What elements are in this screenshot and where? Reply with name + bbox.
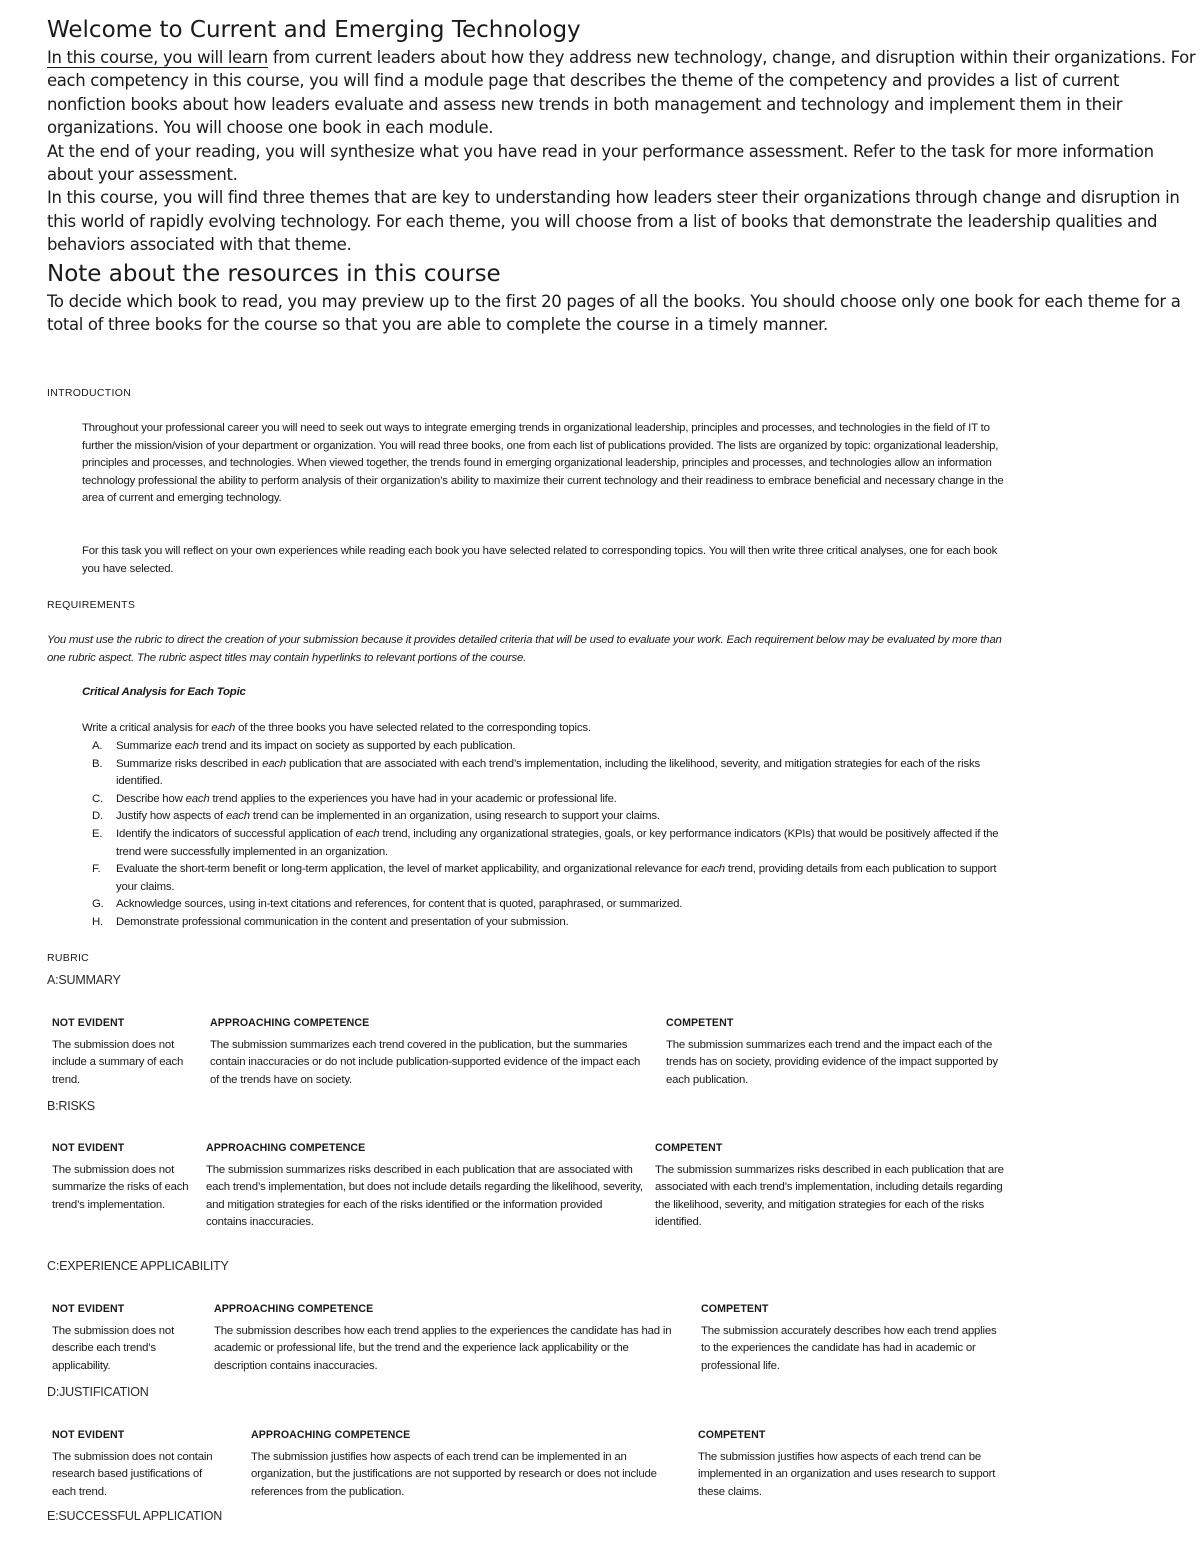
requirement-marker: G. <box>92 898 104 911</box>
rubric-approaching: APPROACHING COMPETENCE The submission summarizes each trend covered in the publication, but the summaries contain inaccuracies or do not include publication-supported evidence of the impact each of the trends have on society. <box>210 1017 641 1086</box>
course-intro <box>47 46 1197 257</box>
requirements-heading: REQUIREMENTS <box>47 599 136 611</box>
rubric-not-evident: NOT EVIDENT The submission does not contain research based justifications of each trend. <box>52 1429 213 1498</box>
requirement-item: C. Describe how each trend applies to the experiences you have had in your academic or professional life. <box>82 791 1012 809</box>
requirement-marker: E. <box>92 827 103 840</box>
rubric-section-title: E:SUCCESSFUL APPLICATION <box>47 1509 223 1523</box>
rubric-section-title: C:EXPERIENCE APPLICABILITY <box>47 1259 229 1273</box>
rubric-approaching: APPROACHING COMPETENCE The submission describes how each trend applies to the experiences the candidate has had in academic or professional life, but the trend and the experience lack applicability or the description contains inaccuracies. <box>214 1303 672 1372</box>
rubric-not-evident: NOT EVIDENT The submission does not summarize the risks of each trend’s implementation. <box>52 1142 189 1211</box>
intro-lead-rest: from current leaders about how they address new technology, change, and disruption within their organizations. For each competency in this course, you will find a module page that describes the theme of the competency and provides a list of current nonfiction books about how leaders evaluate and assess new trends in both management and technology and implement them in their organizations. You will choose one book in each module. <box>47 48 1196 138</box>
introduction-paragraph-2: For this task you will reflect on your own experiences while reading each book you have selected related to corresponding topics. You will then write three critical analyses, one for each book you have selected. <box>82 545 998 575</box>
rubric-not-evident: NOT EVIDENT The submission does not include a summary of each trend. <box>52 1017 184 1086</box>
introduction-heading: INTRODUCTION <box>47 387 132 399</box>
note-heading: Note about the resources in this course <box>47 261 501 287</box>
intro-lead-underlined: In this course, you will learn <box>47 48 268 67</box>
introduction-paragraph-1: Throughout your professional career you will need to seek out ways to integrate emerging trends in organizational leadership, principles and processes, and technologies in the field of IT to further the mission/vision of your department or organization. You will read three books, one from each list of publications provided. The lists are organized by topic: organizational leadership, principles and processes, and technologies. When viewed together, the trends found in emerging organizational leadership, principles and processes, and technologies allow an information technology professional the ability to perform analysis of their organization’s ability to maximize their current technology and their readiness to embrace beneficial and necessary change in the area of current and emerging technology. <box>82 422 1004 505</box>
requirement-item: H. Demonstrate professional communication in the content and presentation of your submission. <box>82 914 1012 932</box>
requirement-item: F. Evaluate the short-term benefit or long-term application, the level of market applicability, and organizational relevance for each trend, providing details from each publication to support your claims. <box>92 863 997 893</box>
rubric-approaching: APPROACHING COMPETENCE The submission summarizes risks described in each publication that are associated with each trend’s implementation, but does not include details regarding the likelihood, severity, and mitigation strategies for each of the risks identified or the information provided contains inaccuracies. <box>206 1142 643 1229</box>
requirement-item: G. Acknowledge sources, using in-text citations and references, for content that is quoted, paraphrased, or summarized. <box>82 896 1012 914</box>
requirement-marker: D. <box>92 810 103 823</box>
requirement-item: D. Justify how aspects of each trend can be implemented in an organization, using research to support your claims. <box>82 808 1012 826</box>
rubric-heading: RUBRIC <box>47 952 90 964</box>
rubric-section-title: B:RISKS <box>47 1099 95 1113</box>
requirement-marker: C. <box>92 792 103 805</box>
rubric-competent: COMPETENT The submission accurately describes how each trend applies to the experiences the candidate has had in academic or professional life. <box>701 1303 997 1372</box>
rubric-approaching: APPROACHING COMPETENCE The submission justifies how aspects of each trend can be implemented in an organization, but the justifications are not supported by research or does not include references from the publication. <box>251 1429 657 1498</box>
intro-paragraph-3: In this course, you will find three themes that are key to understanding how leaders steer their organizations through change and disruption in this world of rapidly evolving technology. For each theme, you will choose from a list of books that demonstrate the leadership qualities and behaviors associated with that theme. <box>47 188 1180 255</box>
rubric-competent: COMPETENT The submission justifies how aspects of each trend can be implemented in an organization and uses research to support these claims. <box>698 1429 996 1498</box>
rubric-competent: COMPETENT The submission summarizes risks described in each publication that are associated with each trend’s implementation, including details regarding the likelihood, severity, and mitigation strategies for each of the risks identified. <box>655 1142 1004 1229</box>
requirement-marker: H. <box>92 915 103 928</box>
requirements-list <box>82 738 1012 932</box>
requirement-marker: B. <box>92 757 103 770</box>
rubric-competent: COMPETENT The submission summarizes each trend and the impact each of the trends has on society, providing evidence of the impact supported by each publication. <box>666 1017 998 1086</box>
requirement-marker: A. <box>92 740 103 752</box>
requirement-item: B. Summarize risks described in each publication that are associated with each trend’s implementation, including the likelihood, severity, and mitigation strategies for each of the risks identified. <box>92 757 980 788</box>
intro-paragraph-1 <box>47 46 1197 140</box>
intro-paragraph-2: At the end of your reading, you will synthesize what you have read in your performance assessment. Refer to the task for more information about your assessment. <box>47 141 1154 185</box>
rubric-section-title: D:JUSTIFICATION <box>47 1385 149 1399</box>
requirement-item: A. Summarize each trend and its impact on society as supported by each publication. <box>82 738 1012 756</box>
requirements-subheading: Critical Analysis for Each Topic <box>82 686 246 698</box>
rubric-section-title: A:SUMMARY <box>47 973 121 987</box>
requirement-marker: F. <box>92 863 101 876</box>
requirements-note: You must use the rubric to direct the creation of your submission because it provides detailed criteria that will be used to evaluate your work. Each requirement below may be evaluated by more than one rubric aspect. The rubric aspect titles may contain hyperlinks to relevant portions of the course. <box>47 634 1002 664</box>
note-text: To decide which book to read, you may preview up to the first 20 pages of all the books. You should choose only one book for each theme for a total of three books for the course so that you are able to complete the course in a timely manner. <box>47 292 1181 335</box>
page-title: Welcome to Current and Emerging Technology <box>47 17 581 43</box>
requirement-item: E. Identify the indicators of successful application of each trend, including any organizational strategies, goals, or key performance indicators (KPIs) that would be positively affected if the trend were successfully implemented in an organization. <box>92 827 999 858</box>
rubric-not-evident: NOT EVIDENT The submission does not describe each trend’s applicability. <box>52 1303 175 1372</box>
requirements-lead: Write a critical analysis for each of the three books you have selected related to the corresponding topics. <box>82 722 591 734</box>
